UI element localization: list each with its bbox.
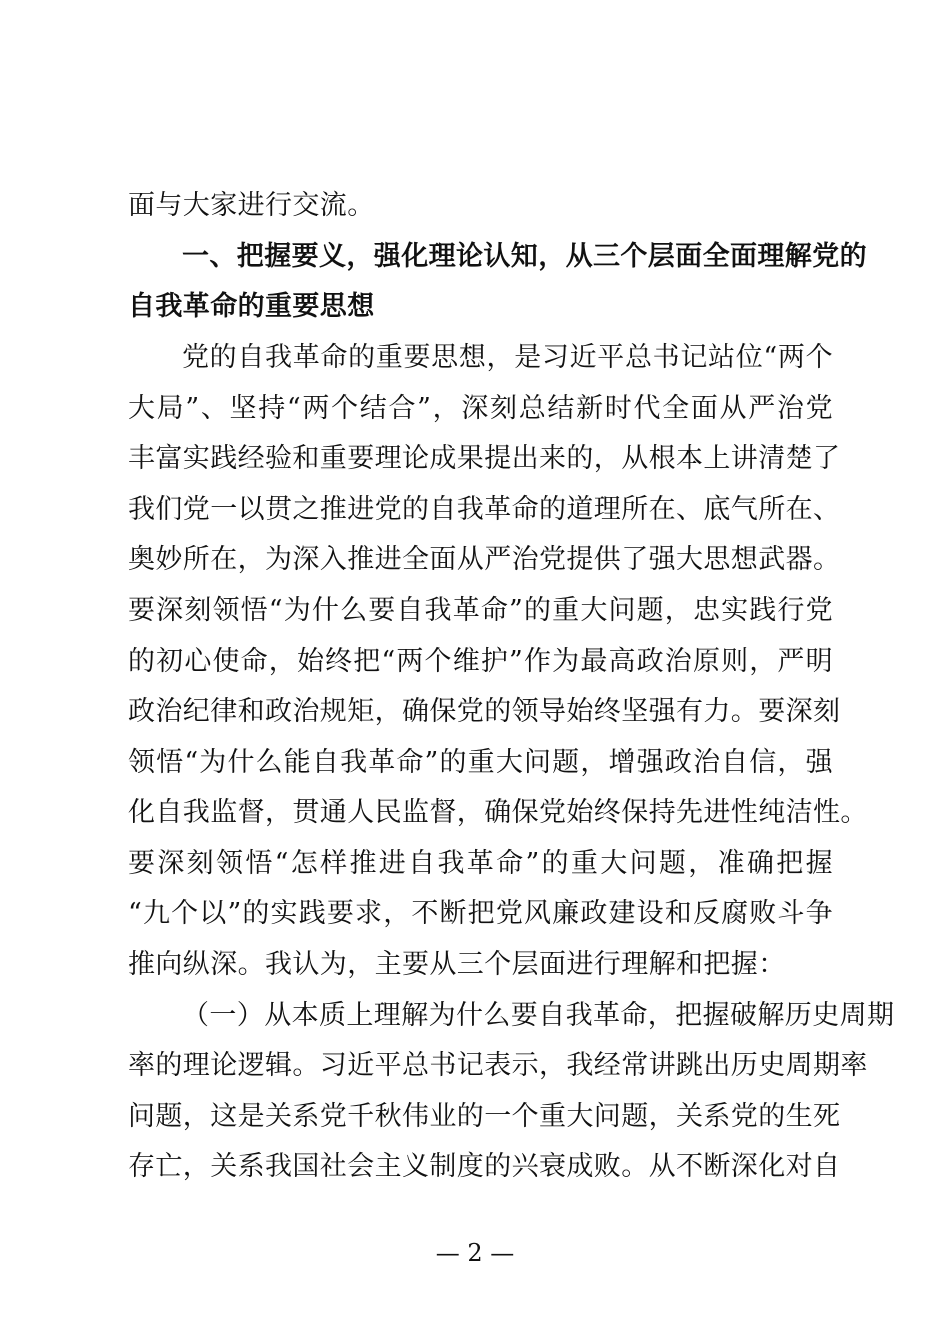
paragraph-line: 丰富实践经验和重要理论成果提出来的，从根本上讲清楚了 <box>128 443 841 474</box>
paragraph-line: 我们党一以贯之推进党的自我革命的道理所在、底气所在、 <box>128 494 841 525</box>
text-line: 面与大家进行交流。 <box>128 190 375 221</box>
paragraph-line: 要深刻领悟“怎样推进自我革命”的重大问题，准确把握 <box>128 848 833 879</box>
paragraph-line: 推向纵深。我认为，主要从三个层面进行理解和把握： <box>128 949 786 980</box>
paragraph-line: 政治纪律和政治规矩，确保党的领导始终坚强有力。要深刻 <box>128 696 841 727</box>
paragraph-line: 率的理论逻辑。习近平总书记表示，我经常讲跳出历史周期率 <box>128 1050 868 1081</box>
paragraph-line: 党的自我革命的重要思想，是习近平总书记站位“两个 <box>182 342 833 373</box>
paragraph-line: 的初心使命，始终把“两个维护”作为最高政治原则，严明 <box>128 646 833 677</box>
paragraph-line: 奥妙所在，为深入推进全面从严治党提供了强大思想武器。 <box>128 544 841 575</box>
paragraph-line: （一）从本质上理解为什么要自我革命，把握破解历史周期 <box>182 1000 895 1031</box>
section-heading: 一、把握要义，强化理论认知，从三个层面全面理解党的 <box>182 241 867 272</box>
paragraph-line: 大局”、坚持“两个结合”，深刻总结新时代全面从严治党 <box>128 393 833 424</box>
paragraph-line: “九个以”的实践要求，不断把党风廉政建设和反腐败斗争 <box>128 898 833 929</box>
paragraph-line: 要深刻领悟“为什么要自我革命”的重大问题，忠实践行党 <box>128 595 833 626</box>
paragraph-line: 领悟“为什么能自我革命”的重大问题，增强政治自信，强 <box>128 747 833 778</box>
section-heading-continued: 自我革命的重要思想 <box>128 291 375 322</box>
paragraph-line: 问题，这是关系党千秋伟业的一个重大问题，关系党的生死 <box>128 1101 841 1132</box>
paragraph-line: 存亡，关系我国社会主义制度的兴衰成败。从不断深化对自 <box>128 1151 841 1182</box>
page-number: — 2 — <box>435 1239 515 1267</box>
paragraph-line: 化自我监督，贯通人民监督，确保党始终保持先进性纯洁性。 <box>128 797 868 828</box>
